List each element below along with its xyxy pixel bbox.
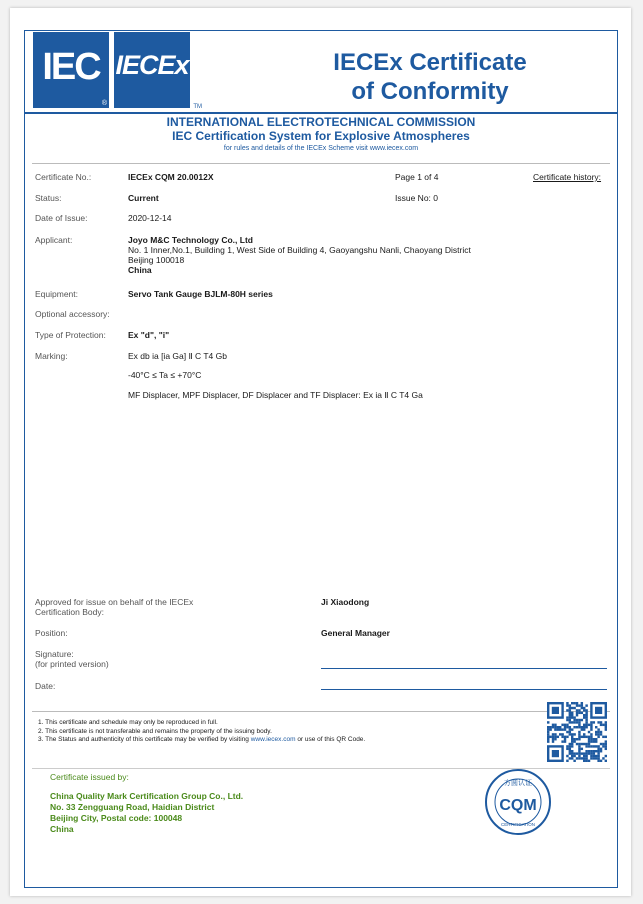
header-divider	[24, 112, 618, 114]
iecex-verify-link[interactable]: www.iecex.com	[250, 736, 296, 743]
issuer-block: China Quality Mark Certification Group Co., Ltd. No. 33 Zengguang Road, Haidian District Beijing City, Postal code: 100048 China	[50, 791, 244, 834]
org-system: IEC Certification System for Explosive Atmospheres	[172, 129, 470, 143]
certificate-page: IEC ® IECEx TM IECEx Certificate of Conformity INTERNATIONAL ELECTROTECHNICAL COMMISSION IEC Certification System for Explosive Atmospheres for rules and details of the IECEx Scheme visit www.iecex.com Certificate No.: IECEx CQM 20.0012X Page 1 of 4 Certificate history: Status: Current Issue No: 0 Date of Issue: 2020-12-14 Applicant: Joyo M&C Technology Co., Ltd No. 1 Inner,No.1, Building 1, West Side of Building 4, Gaoyangshu Nanli, Chaoyang District Beijing 100018 China Equipment: Servo Tank Gauge BJLM-80H series Optional accessory: Type of Protection: Ex "d", "i" Marking: Ex db ia [ia Ga] Ⅱ C T4 Gb -40°C ≤ Ta ≤ +70°C MF Displacer, MPF Displacer, DF Displacer and TF Displacer: Ex ia Ⅱ C T4 Ga Approved for issue on behalf of the IECEx Certification Body: Ji Xiaodong Position: General Manager Signature: (for printed version) Date: 1. This certificate and schedule may only be reproduced in full. 2. This certificate is not transferable and remains the property of the issuing body. 3. The Status and authenticity of this certificate may be verified by visiting www.iecex.com or use of this QR Code. Certificate issued by: China Quality Mark Certification Group Co., Ltd. No. 33 Zengguang Road, Haidian District Beijing City, Postal code: 100048 China 方圆认证 CQM CERTIFICATION	[10, 8, 631, 896]
protection-type: Ex "d", "i"	[128, 330, 170, 340]
applicant-address: No. 1 Inner,No.1, Building 1, West Side of Building 4, Gaoyangshu Nanli, Chaoyang District	[128, 245, 471, 255]
applicant-country: China	[128, 265, 152, 275]
status-value: Current	[128, 193, 159, 203]
certificate-number: IECEx CQM 20.0012X	[128, 172, 214, 182]
org-rules: for rules and details of the IECEx Scheme visit www.iecex.com	[223, 145, 419, 152]
qr-code[interactable]	[547, 702, 607, 762]
svg-text:CQM: CQM	[499, 797, 537, 814]
certificate-history-link[interactable]: Certificate history:	[533, 172, 602, 182]
issuer-heading: Certificate issued by:	[50, 772, 129, 782]
notes: 1. This certificate and schedule may only be reproduced in full. 2. This certificate is not transferable and remains the property of the issuing body. 3. The Status and authenticity of this certificate may be verified by visiting www.iecex.com or use of this QR Code.	[38, 719, 366, 743]
page-border	[24, 30, 618, 888]
cqm-seal	[484, 768, 552, 836]
date-line	[321, 689, 607, 690]
iecex-logo: IECEx TM	[114, 32, 190, 108]
approver-position: General Manager	[321, 628, 390, 638]
marking-line-3: MF Displacer, MPF Displacer, DF Displacer and TF Displacer: Ex ia Ⅱ C T4 Ga	[128, 390, 423, 400]
marking-line-1: Ex db ia [ia Ga] Ⅱ C T4 Gb	[128, 351, 227, 361]
signature-line	[321, 668, 607, 669]
issue-date: 2020-12-14	[128, 213, 172, 223]
notes-divider	[32, 711, 610, 712]
iec-logo: IEC ®	[33, 32, 109, 108]
qr-code-icon	[547, 702, 607, 762]
approver-name: Ji Xiaodong	[321, 597, 370, 607]
org-name: INTERNATIONAL ELECTROTECHNICAL COMMISSION	[166, 115, 476, 129]
iecex-link[interactable]: www.iecex.com	[369, 145, 419, 152]
cqm-seal-icon	[484, 768, 552, 836]
certificate-title: IECEx Certificate of Conformity	[333, 49, 527, 105]
applicant-name: Joyo M&C Technology Co., Ltd	[128, 235, 253, 245]
page-indicator: Page 1 of 4	[395, 172, 439, 182]
issue-number: Issue No: 0	[395, 193, 438, 203]
marking-line-2: -40°C ≤ Ta ≤ +70°C	[128, 370, 202, 380]
equipment-value: Servo Tank Gauge BJLM-80H series	[128, 289, 273, 299]
applicant-city: Beijing 100018	[128, 255, 185, 265]
svg-text:方圆认证: 方圆认证	[504, 779, 532, 787]
fields-divider	[32, 163, 610, 164]
svg-text:CERTIFICATION: CERTIFICATION	[500, 822, 536, 827]
